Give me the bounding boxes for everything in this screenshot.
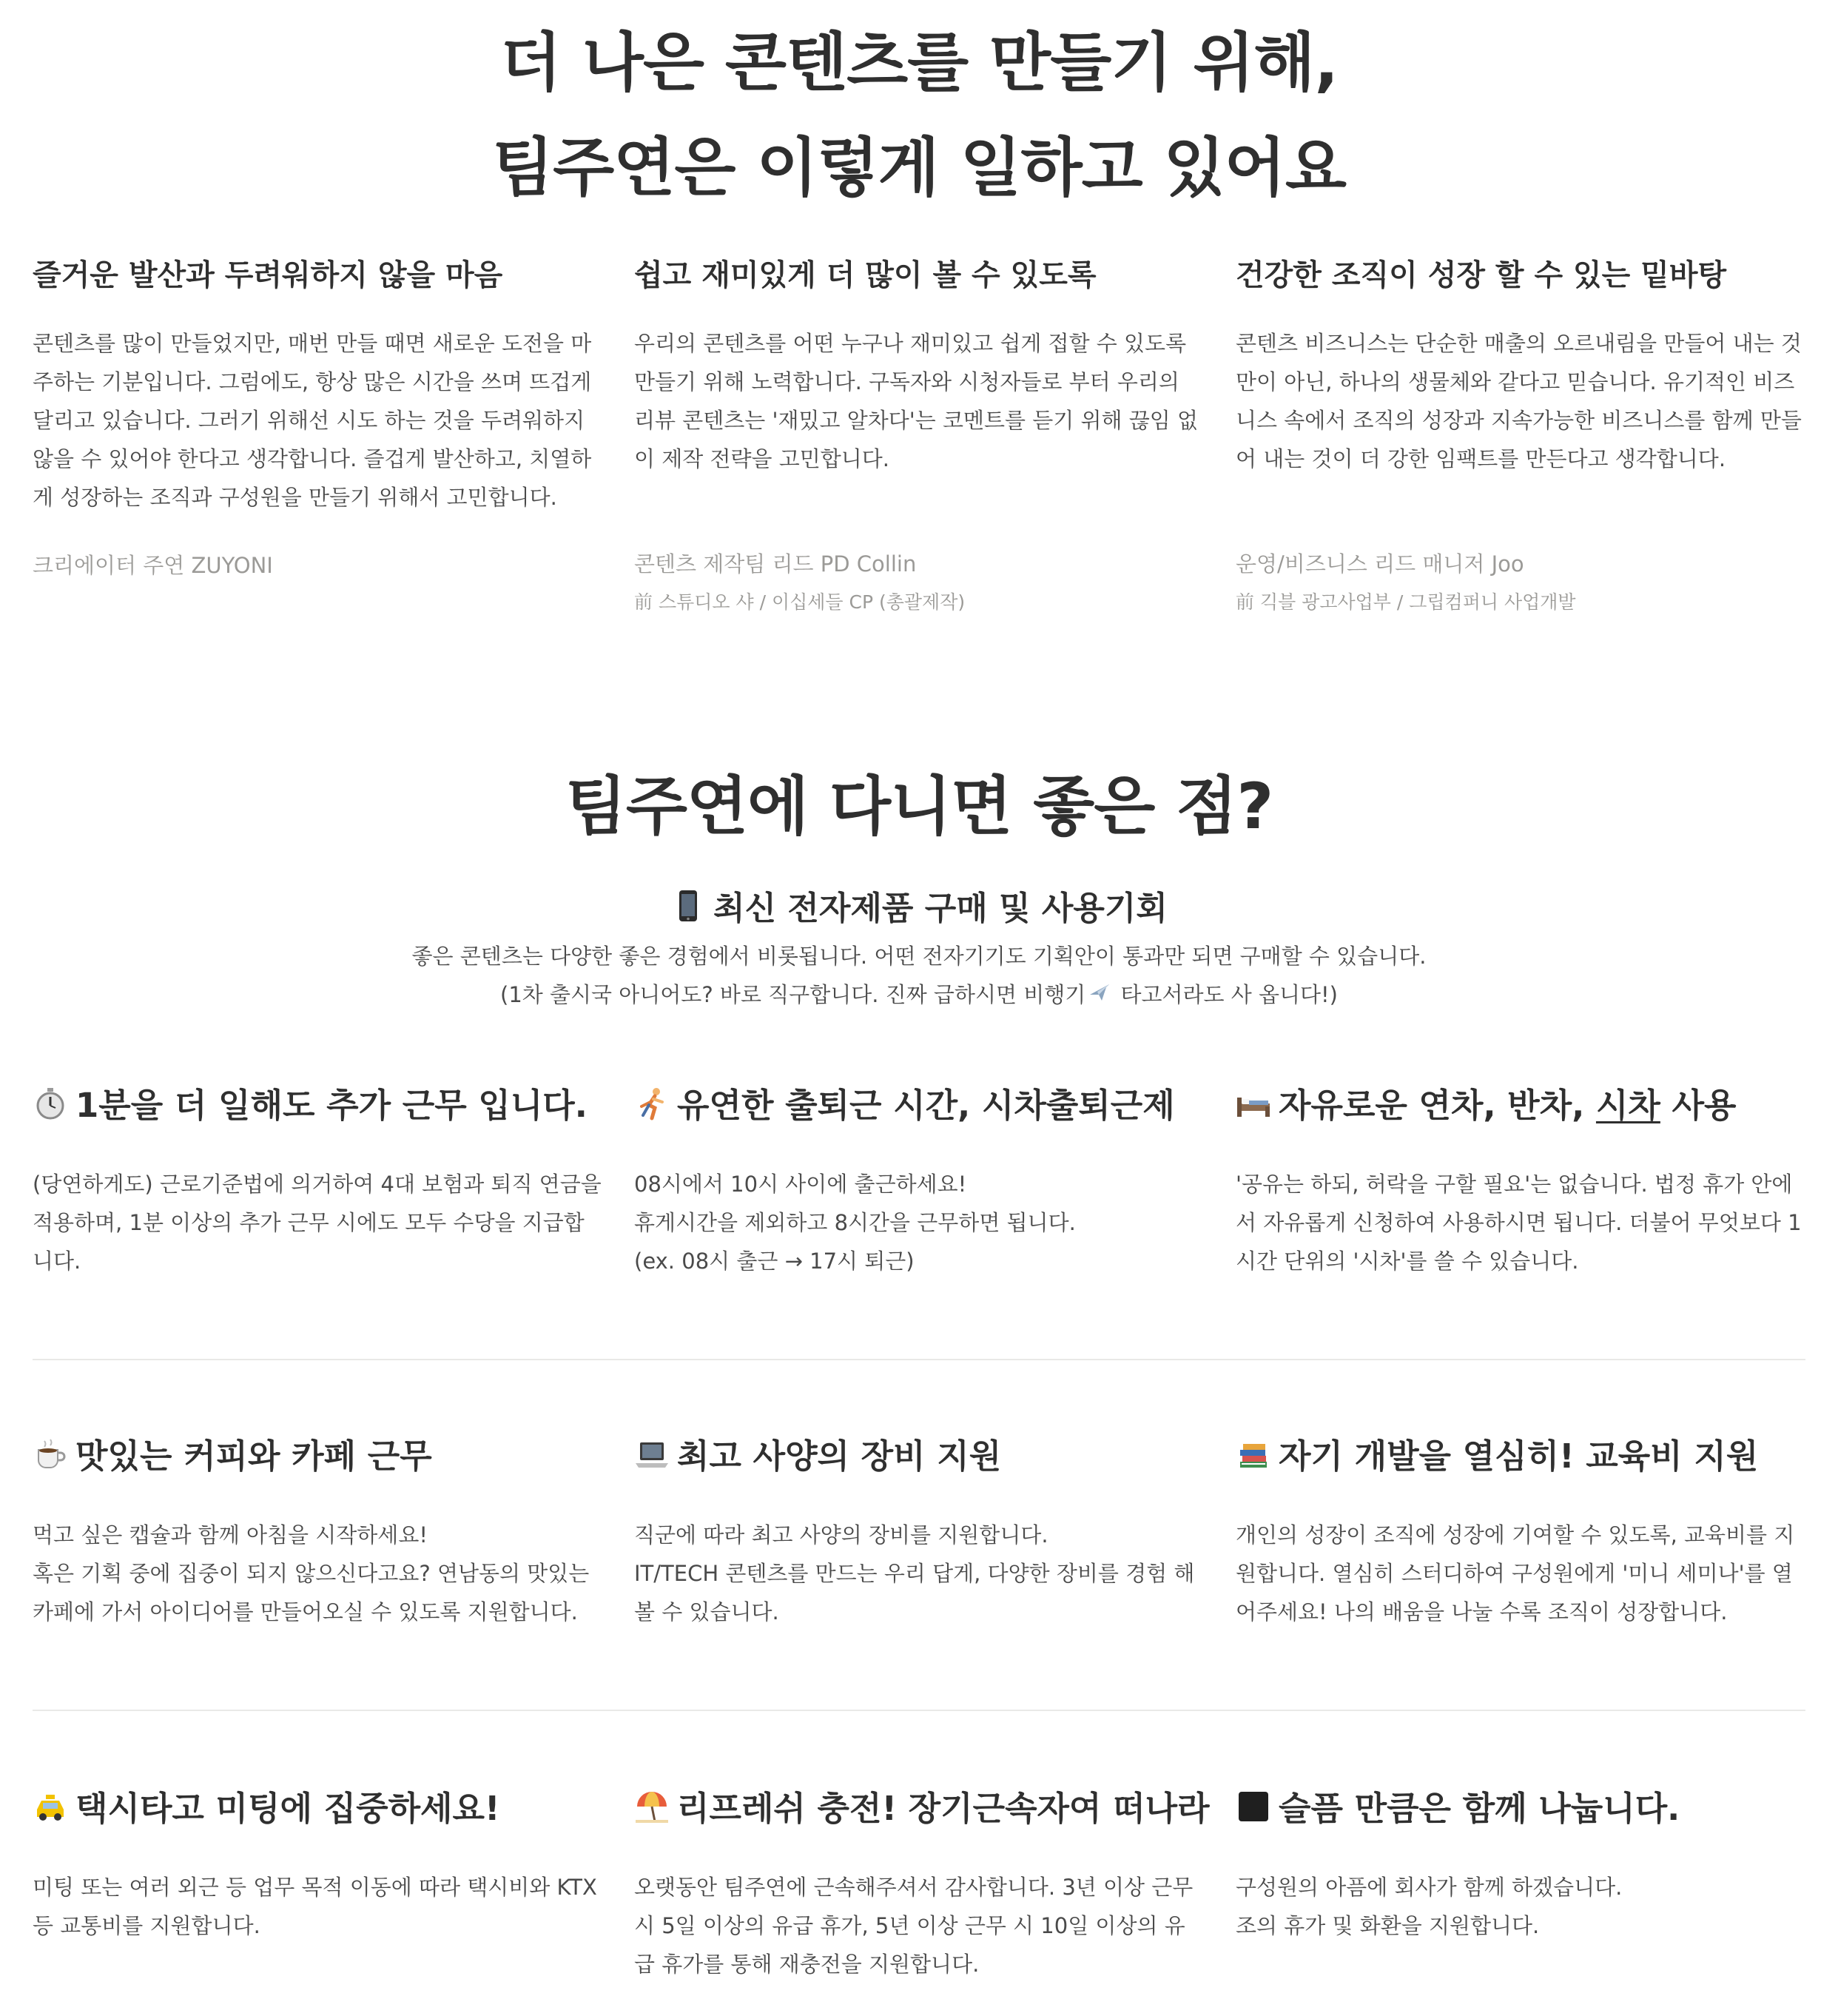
benefit-title-text: 슬픔 만큼은 함께 나눕니다. [1279,1789,1680,1828]
values-section [33,255,1805,616]
benefit-body-line: 오랫동안 팀주연에 근속해주셔서 감사합니다. 3년 이상 근무 시 5일 이상의 유급 휴가, 5년 이상 근무 시 10일 이상의 유급 휴가를 통해 재충전을 지원합니다. [634,1875,1194,1977]
runner-icon [634,1086,670,1121]
value-body: 콘텐츠를 많이 만들었지만, 매번 만들 때면 새로운 도전을 마주하는 기분입니다. 그럼에도, 항상 많은 시간을 쓰며 뜨겁게 달리고 있습니다. 그러기 위해선 시도 하는 것을 두려워하지 않을 수 있어야 한다고 생각합니다. 즐겁게 발산하고, 치열하게 성장하는 조직과 구성원을 만들기 위해서 고민합니다. [33,331,592,510]
hero [0,10,1838,221]
divider [33,1359,1805,1360]
benefit-card [33,1433,602,1631]
airplane-icon [1087,978,1112,1004]
featured-benefit [0,885,1838,1014]
benefit-body-line: 직군에 따라 최고 사양의 장비를 지원합니다. [634,1522,1048,1548]
benefit-title-text: 사용 [1660,1086,1737,1125]
benefit-title-text: 자기 개발을 열심히! 교육비 지원 [1279,1437,1759,1476]
benefit-card [1236,1433,1805,1631]
benefit-body [33,1516,602,1631]
hero-title-line-2: 팀주연은 이렇게 일하고 있어요 [492,131,1346,205]
benefit-card [634,1433,1204,1631]
benefit-title-underlined: 시차 [1595,1086,1660,1125]
benefit-title [634,1082,1204,1129]
benefit-body [33,1165,602,1280]
benefit-title [33,1785,602,1832]
stopwatch-icon [33,1086,68,1121]
benefits-row-3 [33,1785,1805,1983]
benefit-body-line: 개인의 성장이 조직에 성장에 기여할 수 있도록, 교육비를 지원합니다. 열심히 스터디하여 구성원에게 '미니 세미나'를 열어주세요! 나의 배움을 나눌 수록 조직이 성장합니다. [1236,1522,1795,1624]
taxi-icon [33,1789,68,1824]
benefit-body [1236,1868,1805,1945]
benefit-title [33,1433,602,1480]
value-title: 쉽고 재미있게 더 많이 볼 수 있도록 [634,258,1097,292]
benefit-body-line: 조의 휴가 및 화환을 지원합니다. [1236,1913,1540,1938]
featured-line-2-part-2: 타고서라도 사 옵니다!) [1114,982,1338,1007]
value-author: 크리에이터 주연 ZUYONI [33,553,273,578]
benefit-body [634,1868,1204,1983]
benefits-row-2 [33,1433,1805,1631]
benefit-body [1236,1516,1805,1631]
benefit-title-text: 최고 사양의 장비 지원 [677,1437,1002,1476]
value-card [634,255,1204,616]
benefits-row-1 [33,1082,1805,1280]
benefit-title-text: 1분을 더 일해도 추가 근무 입니다. [75,1086,588,1125]
benefits-heading: 팀주연에 다니면 좋은 점? [565,770,1273,844]
benefit-body-line: 08시에서 10시 사이에 출근하세요! [634,1172,967,1197]
benefit-title [634,1785,1210,1832]
books-icon [1236,1437,1271,1472]
benefit-body [634,1165,1204,1280]
value-title: 건강한 조직이 성장 할 수 있는 밑바탕 [1236,258,1727,292]
value-author: 콘텐츠 제작팀 리드 PD Collin [634,551,917,577]
benefit-body-line: (당연하게도) 근로기준법에 의거하여 4대 보험과 퇴직 연금을 적용하며, 1분 이상의 추가 근무 시에도 모두 수당을 지급합니다. [33,1172,602,1274]
benefit-card [1236,1082,1805,1280]
benefit-card [33,1082,602,1280]
benefit-title [1236,1082,1805,1129]
benefit-body [1236,1165,1805,1280]
benefit-title [1236,1433,1805,1480]
benefit-title [1236,1785,1805,1832]
benefit-card [634,1785,1210,1983]
laptop-icon [634,1437,670,1472]
featured-title-text: 최신 전자제품 구매 및 사용기회 [713,890,1168,927]
featured-benefit-title [0,885,1838,933]
benefit-title-text: 자유로운 연차, 반차, [1279,1086,1596,1125]
value-card [33,255,602,616]
benefit-title-text: 맛있는 커피와 카페 근무 [75,1437,432,1476]
value-author-career: 前 긱블 광고사업부 / 그립컴퍼니 사업개발 [1236,591,1576,613]
black-square-icon [1236,1789,1271,1824]
benefit-body-line: 먹고 싶은 캡슐과 함께 아침을 시작하세요! [33,1522,428,1548]
featured-benefit-line-1: 좋은 콘텐츠는 다양한 좋은 경험에서 비롯됩니다. 어떤 전자기기도 기획안이 통과만 되면 구매할 수 있습니다. [411,944,1427,969]
benefit-card [1236,1785,1805,1983]
bed-icon [1236,1086,1271,1121]
value-author-career: 前 스튜디오 샤 / 이십세들 CP (총괄제작) [634,591,966,613]
featured-benefit-line-2 [0,975,1838,1014]
value-body: 콘텐츠 비즈니스는 단순한 매출의 오르내림을 만들어 내는 것만이 아닌, 하나의 생물체와 같다고 믿습니다. 유기적인 비즈니스 속에서 조직의 성장과 지속가능한 비즈니스를 함께 만들어 내는 것이 더 강한 임팩트를 만든다고 생각합니다. [1236,331,1802,471]
benefit-card [33,1785,602,1983]
benefit-body [33,1868,602,1945]
beach-umbrella-icon [634,1789,670,1824]
divider [33,1710,1805,1711]
benefit-body-line: (ex. 08시 출근 → 17시 퇴근) [634,1249,915,1274]
benefit-title [33,1082,602,1129]
benefit-body-line: 휴게시간을 제외하고 8시간을 근무하면 됩니다. [634,1210,1076,1235]
benefit-body-line: 혹은 기획 중에 집중이 되지 않으신다고요? 연남동의 맛있는 카페에 가서 아이디어를 만들어오실 수 있도록 지원합니다. [33,1561,590,1624]
featured-line-2-part-1: (1차 출시국 아니어도? 바로 직구합니다. 진짜 급하시면 비행기 [500,982,1086,1007]
value-body: 우리의 콘텐츠를 어떤 누구나 재미있고 쉽게 접할 수 있도록 만들기 위해 노력합니다. 구독자와 시청자들로 부터 우리의 리뷰 콘텐츠는 '재밌고 알차다'는 코멘트를 듣기 위해 끊임 없이 제작 전략을 고민합니다. [634,331,1199,471]
benefit-body [634,1516,1204,1631]
value-author: 운영/비즈니스 리드 매니저 Joo [1236,551,1524,577]
benefit-title-text: 유연한 출퇴근 시간, 시차출퇴근제 [677,1086,1175,1125]
mobile-phone-icon [670,888,706,924]
coffee-icon [33,1437,68,1472]
benefit-title-text: 리프레쉬 충전! 장기근속자여 떠나라 [677,1789,1210,1828]
value-title: 즐거운 발산과 두려워하지 않을 마음 [33,258,503,292]
benefit-body-line: '공유는 하되, 허락을 구할 필요'는 없습니다. 법정 휴가 안에서 자유롭게 신청하여 사용하시면 됩니다. 더불어 무엇보다 1시간 단위의 '시차'를 쓸 수 있습니다. [1236,1172,1802,1274]
benefit-title [634,1433,1204,1480]
hero-title-line-1: 더 나은 콘텐츠를 만들기 위해, [499,26,1339,100]
benefit-card [634,1082,1204,1280]
benefit-body-line: 미팅 또는 여러 외근 등 업무 목적 이동에 따라 택시비와 KTX 등 교통비를 지원합니다. [33,1875,597,1938]
benefit-body-line: 구성원의 아픔에 회사가 함께 하겠습니다. [1236,1875,1623,1900]
benefit-title-text: 택시타고 미팅에 집중하세요! [75,1789,500,1828]
benefit-body-line: IT/TECH 콘텐츠를 만드는 우리 답게, 다양한 장비를 경험 해 볼 수 있습니다. [634,1561,1195,1624]
value-card [1236,255,1805,616]
